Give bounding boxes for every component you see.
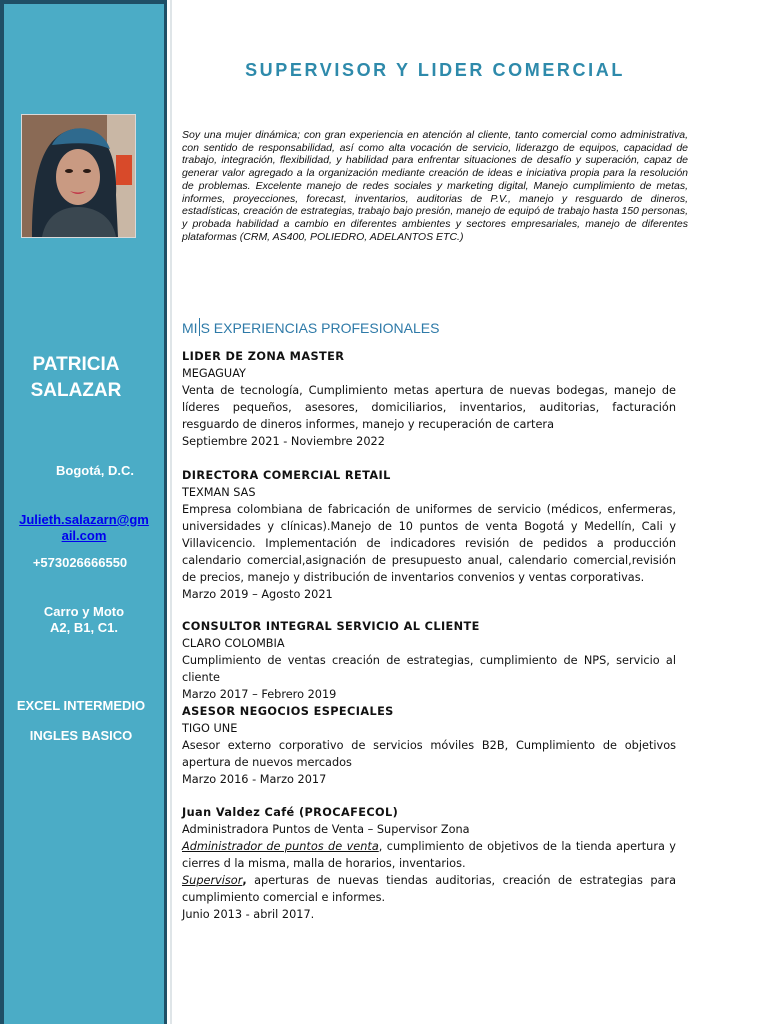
job-description: Asesor externo corporativo de servicios móviles B2B, Cumplimiento de objetivos apertura de nuevos mercados <box>182 739 676 769</box>
text-cursor <box>199 318 200 336</box>
job-role-supervisor <box>182 872 676 906</box>
job-title: Juan Valdez Café (PROCAFECOL) <box>182 806 399 819</box>
job-company: TIGO UNE <box>182 722 238 735</box>
phone-text: +573026666550 <box>32 555 128 570</box>
job-title: LIDER DE ZONA MASTER <box>182 350 345 363</box>
job-entry <box>182 703 676 788</box>
section-title-part-b: S EXPERIENCIAS PROFESIONALES <box>200 320 440 336</box>
vehicle-line-2: A2, B1, C1. <box>50 620 118 635</box>
role-admin-text: , cumplimiento de objetivos de la tienda apertura y cierres d la misma, malla de horarios, inventarios. <box>182 840 676 870</box>
role-admin-label: Administrador de puntos de venta <box>182 840 379 853</box>
email-line-1[interactable]: Julieth.salazarn@gm <box>19 512 149 527</box>
job-entry <box>182 467 676 603</box>
email-link[interactable] <box>4 512 164 544</box>
section-title-part-a: MI <box>182 320 198 336</box>
job-company: CLARO COLOMBIA <box>182 637 285 650</box>
skill-excel: EXCEL INTERMEDIO <box>16 698 146 713</box>
role-supervisor-text: aperturas de nuevas tiendas auditorias, creación de estrategias para cumplimiento comercial e informes. <box>182 874 676 904</box>
job-title: DIRECTORA COMERCIAL RETAIL <box>182 469 391 482</box>
job-description: Empresa colombiana de fabricación de uniformes de servicio (médicos, enfermeras, universidades y clínicas).Manejo de 10 puntos de venta Bogotá y Medellín, Cali y Villavicencio. Implementación de indicadores revisión de pedidos a producción calendario comercial,asignación de presupuesto anual, calendario comercial,revisión de precios, manejo y distribución de inventarios convenios y ventas corporativas. <box>182 503 676 584</box>
job-dates: Marzo 2017 – Febrero 2019 <box>182 688 337 701</box>
job-dates: Marzo 2016 - Marzo 2017 <box>182 773 327 786</box>
job-title: CONSULTOR INTEGRAL SERVICIO AL CLIENTE <box>182 620 480 633</box>
job-entry <box>182 348 676 450</box>
skill-english: INGLES BASICO <box>29 728 133 743</box>
job-dates: Marzo 2019 – Agosto 2021 <box>182 588 333 601</box>
experience-section-title <box>182 318 439 336</box>
job-title: ASESOR NEGOCIOS ESPECIALES <box>182 705 394 718</box>
column-divider <box>170 0 172 1024</box>
email-line-2[interactable]: ail.com <box>61 528 107 543</box>
job-company: MEGAGUAY <box>182 367 246 380</box>
job-dates: Septiembre 2021 - Noviembre 2022 <box>182 435 385 448</box>
job-company: TEXMAN SAS <box>182 486 256 499</box>
job-dates: Junio 2013 - abril 2017. <box>182 908 315 921</box>
candidate-first-name: PATRICIA <box>32 354 120 375</box>
job-description: Cumplimiento de ventas creación de estrategias, cumplimiento de NPS, servicio al cliente <box>182 654 676 684</box>
vehicle-line-1: Carro y Moto <box>43 604 125 619</box>
location-text: Bogotá, D.C. <box>56 463 134 478</box>
job-role-admin <box>182 838 676 872</box>
role-supervisor-comma: , <box>242 874 247 887</box>
job-description: Venta de tecnología, Cumplimiento metas apertura de nuevas bodegas, manejo de líderes pequeños, asesores, domiciliarios, inventarios, auditorias, facturación resguardo de dineros informes, manejo y recuperación de cartera <box>182 384 676 431</box>
page-title: SUPERVISOR Y LIDER COMERCIAL <box>245 60 625 80</box>
role-supervisor-label: Supervisor <box>182 874 243 887</box>
job-company: Administradora Puntos de Venta – Supervisor Zona <box>182 823 470 836</box>
candidate-last-name: SALAZAR <box>30 380 122 401</box>
job-entry <box>182 618 676 703</box>
profile-photo <box>21 114 136 238</box>
job-entry <box>182 804 676 923</box>
profile-summary: Soy una mujer dinámica; con gran experiencia en atención al cliente, tanto comercial como administrativa, con sentido de responsabilidad, así como alta vocación de servicio, liderazgo de equipos, capacidad de trabajo, integración, flexibilidad, y habilidad para enfrentar situaciones de desafío y superación, capaz de generar valor agregado a la organización mediante creación de ideas e iniciativa propia para la resolución de problemas. Excelente manejo de redes sociales y marketing digital, Manejo cumplimiento de metas, informes, proyecciones, forecast, inventarios, auditorias de P.V., manejo y resguardo de dineros, estadísticas, creación de estrategias, trabajo bajo presión, manejo de equipó de trabajo hasta 150 personas, y probada habilidad a cambio en diferentes ambientes y sectores empresariales, manejo de diferentes plataformas (CRM, AS400, POLIEDRO, ADELANTOS ETC.) <box>182 129 688 243</box>
